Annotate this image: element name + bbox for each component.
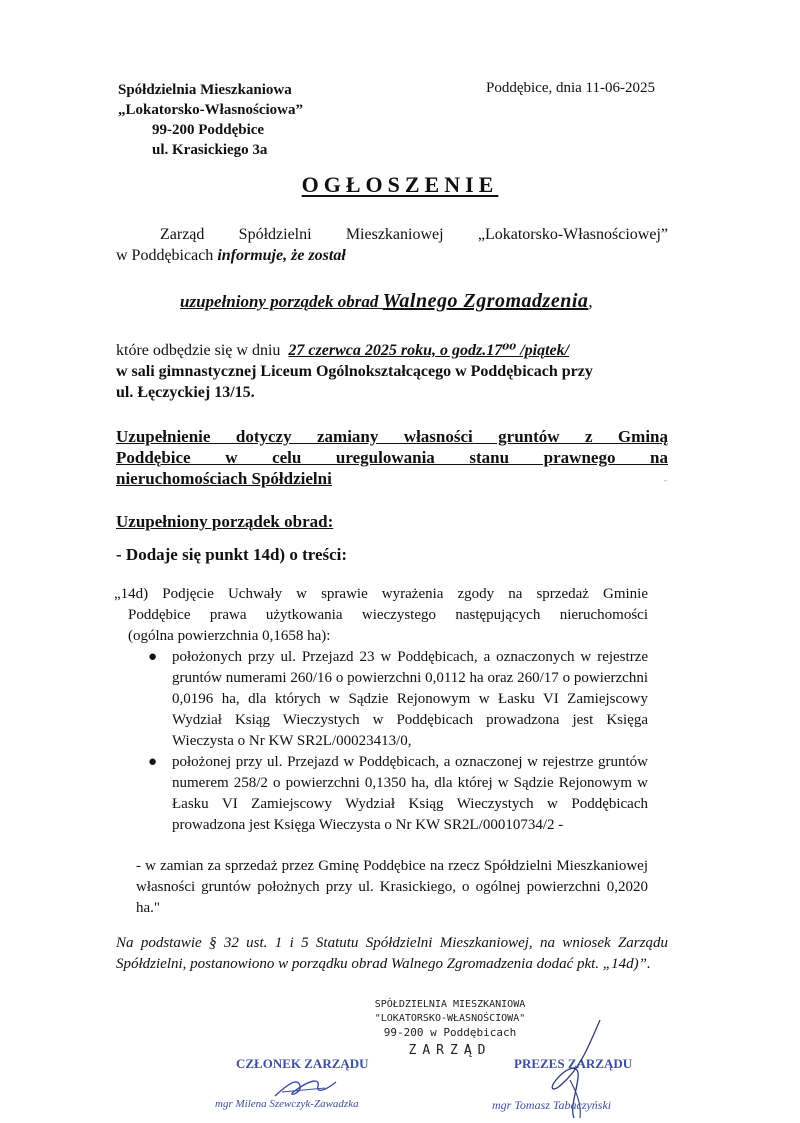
stamp-line1: SPÓŁDZIELNIA MIESZKANIOWA <box>374 999 526 1010</box>
org-name-line2: „Lokatorsko-Własnościowa” <box>118 102 304 118</box>
supplement-line3: nieruchomościach Spółdzielni <box>116 469 332 488</box>
agenda-heading: Uzupełniony porządek obrad: <box>116 512 334 531</box>
agenda-announcement <box>180 290 593 313</box>
parcel-text-1: położonych przy ul. Przejazd 23 w Poddębicach, a oznaczonych w rejestrze gruntów numerami 260/16 o powierzchni 0,0112 ha oraz 260/17 o powierzchni 0,0196 ha, dla których w Sądzie Rejonowym w Łasku VI Zamiejscowy Wydział Ksiąg Wieczystych w Poddębicach prowadzona jest Księga Wieczysta o Nr KW SR2L/00023413/0, <box>172 649 648 749</box>
supplement-note <box>116 426 668 489</box>
scan-mark: ᵕ <box>664 476 667 487</box>
intro-line1: Zarząd Spółdzielni Mieszkaniowej „Lokatorsko-Własnościowej” <box>160 226 668 243</box>
intro-line2-prefix: w Poddębicach <box>116 247 218 264</box>
supplement-line2: Poddębice w celu uregulowania stanu prawnego na <box>116 448 668 467</box>
bullet-icon: ● <box>148 754 158 770</box>
intro-line2 <box>116 245 668 266</box>
document-title <box>0 172 800 198</box>
adds-point-heading: - Dodaje się punkt 14d) o treści: <box>116 545 348 564</box>
item-14d <box>114 584 648 836</box>
intro-emphasis: informuje, że został <box>217 247 346 264</box>
board-member-name: mgr Milena Szewczyk-Zawadzka <box>215 1098 359 1110</box>
item-lead-line3: (ogólna powierzchnia 0,1658 ha): <box>128 628 331 644</box>
stamp-line3: 99-200 w Poddębicach <box>383 1026 517 1039</box>
meeting-line1 <box>116 340 676 361</box>
agenda-part1: uzupełniony porządek obrad <box>180 292 383 311</box>
item-lead-line2: Poddębice prawa użytkowania wieczystego następujących nieruchomości <box>128 607 648 623</box>
list-item <box>114 752 648 836</box>
agenda-part3: , <box>588 292 593 311</box>
item-lead-line1: „14d) Podjęcie Uchwały w sprawie wyrażenia zgody na sprzedaż Gminie <box>114 586 648 602</box>
parcel-list <box>114 647 648 836</box>
organization-address <box>118 80 303 160</box>
exchange-clause: - w zamian za sprzedaż przez Gminę Poddębice na rzecz Spółdzielni Mieszkaniowej własności gruntów położnych przy ul. Krasickiego, o ogólnej powierzchni 0,2020 ha." <box>136 858 648 916</box>
place-date: Poddębice, dnia 11-06-2025 <box>486 80 655 96</box>
board-member-title: CZŁONEK ZARZĄDU <box>236 1056 369 1071</box>
president-title: PREZES ZARZĄDU <box>514 1056 633 1071</box>
meeting-date: 27 czerwca 2025 roku, o godz.17⁰⁰ /piątek/ <box>288 342 570 359</box>
meeting-address: ul. Łęczyckiej 13/15. <box>116 384 255 401</box>
meeting-prefix: które odbędzie się w dniu <box>116 342 285 359</box>
president-name: mgr Tomasz Tabaczyński <box>492 1098 612 1112</box>
board-stamp <box>330 998 570 1058</box>
intro-paragraph <box>116 224 668 266</box>
meeting-location: w sali gimnastycznej Liceum Ogólnokształcącego w Poddębicach przy <box>116 363 593 380</box>
legal-basis: Na podstawie § 32 ust. 1 i 5 Statutu Spółdzielni Mieszkaniowej, na wniosek Zarządu Spółdzielni, postanowiono w porządku obrad Walnego Zgromadzenia dodać pkt. „14d)”. <box>116 935 668 972</box>
stamp-line2: "LOKATORSKO-WŁASNOŚCIOWA" <box>374 1013 526 1024</box>
meeting-info <box>116 340 676 403</box>
stamp-line4: ZARZĄD <box>408 1043 492 1058</box>
supplement-line1: Uzupełnienie dotyczy zamiany własności gruntów z Gminą <box>116 427 668 446</box>
org-name-line1: Spółdzielnia Mieszkaniowa <box>118 82 292 98</box>
org-postal-code: 99-200 Poddębice <box>152 122 265 138</box>
title-text: OGŁOSZENIE <box>301 172 499 197</box>
parcel-text-2: położonej przy ul. Przejazd w Poddębicach, a oznaczonej w rejestrze gruntów numerem 258/2 o powierzchni 0,1350 ha, dla której w Sądzie Rejonowym w Łasku VI Zamiejscowy Wydział Ksiąg Wieczystych w Poddębicach prowadzona jest Księga Wieczysta o Nr KW SR2L/00010734/2 - <box>172 754 648 833</box>
org-street: ul. Krasickiego 3a <box>152 142 268 158</box>
agenda-part2: Walnego Zgromadzenia <box>382 290 589 312</box>
bullet-icon: ● <box>148 649 158 665</box>
list-item <box>114 647 648 752</box>
